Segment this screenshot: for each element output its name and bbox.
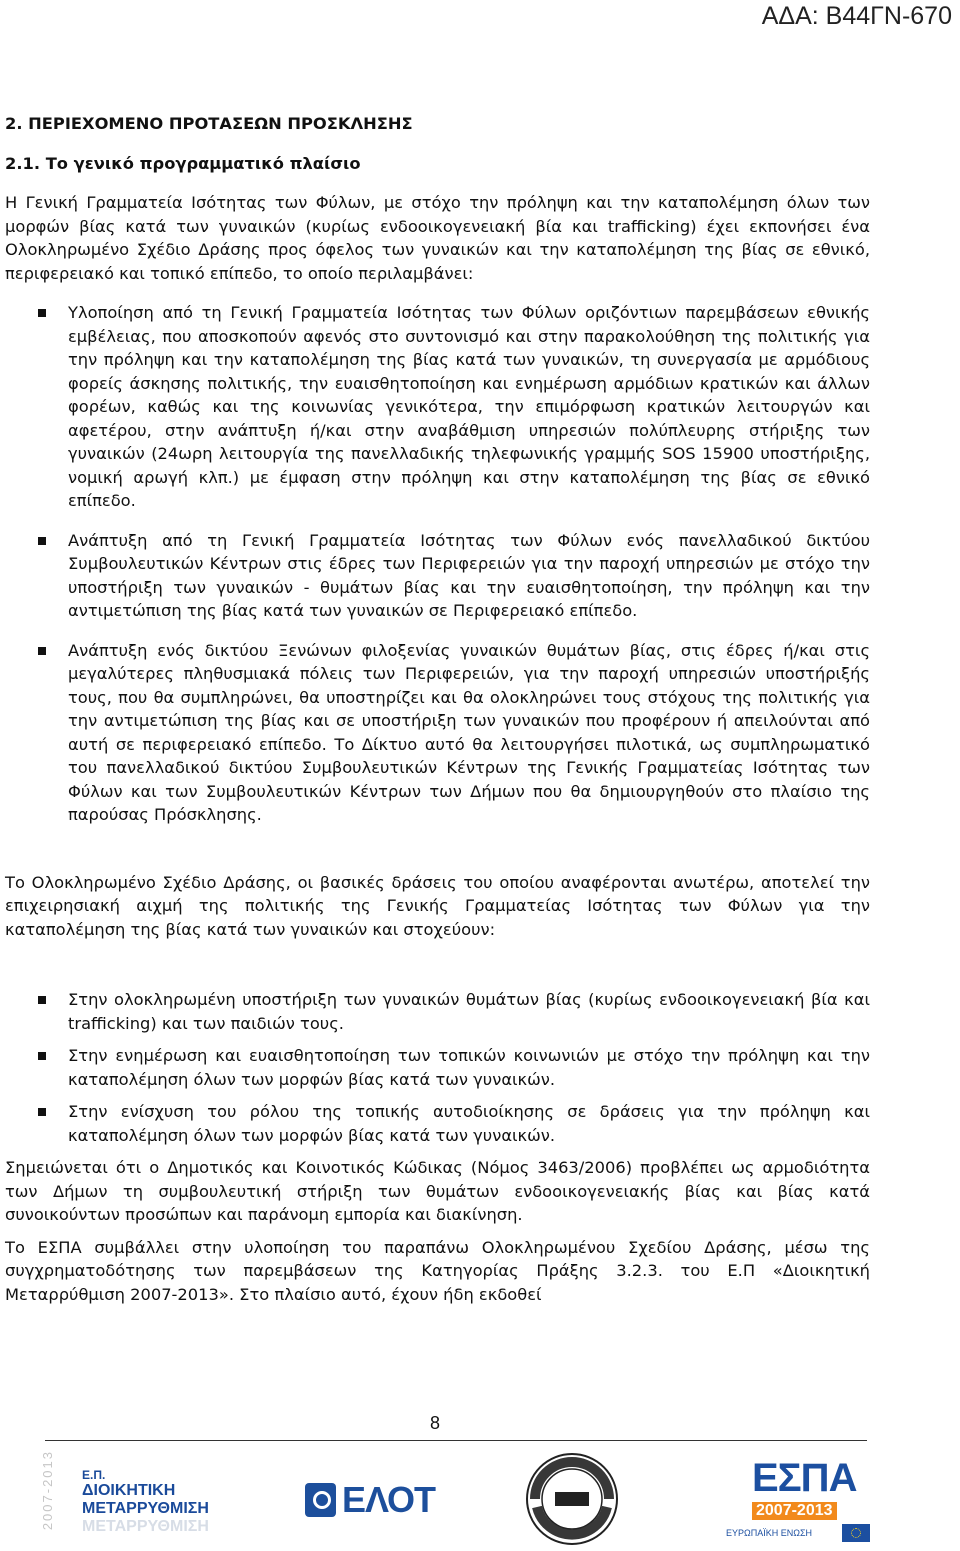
- plan-paragraph: Το Ολοκληρωμένο Σχέδιο Δράσης, οι βασικές δράσεις του οποίου αναφέρονται ανωτέρω, αποτελεί την επιχειρησιακή αιχμή της πολιτικής της Γενικής Γραμματείας Ισότητας των Φύλων για την καταπολέμηση της βίας κατά των γυναικών και στοχεύουν:: [5, 872, 870, 939]
- ada-code: ΑΔΑ: Β44ΓΝ-670: [761, 2, 952, 30]
- certified-seal-logo: [525, 1452, 619, 1546]
- espa-years: 2007-2013: [752, 1502, 837, 1520]
- footer-divider: [45, 1440, 867, 1441]
- goals-list: [5, 988, 870, 1147]
- elot-text: ΕΛΟΤ: [341, 1479, 435, 1520]
- dm-reflection: ΜΕΤΑΡΡΥΘΜΙΣΗ: [82, 1518, 209, 1535]
- dm-year-vertical: 2007-2013: [40, 1450, 55, 1531]
- list-item: Υλοποίηση από τη Γενική Γραμματεία Ισότητας των Φύλων οριζόντιων παρεμβάσεων εθνικής εμβέλειας, που αποσκοπούν αφενός στο συντονισμό και στην παρακολούθηση της πολιτικής για την πρόληψη και την καταπολέμηση της βίας κατά των γυναικών, τη συνεργασία με αρμόδιους φορείς άσκησης πολιτικής, την ευαισθητοποίηση και ενημέρωση αρμόδιων κρατικών και άλλων φορέων, καθώς και της κοινωνίας γενικότερα, την επιμόρφωση κρατικών λειτουργών και αφετέρου, στην ανάπτυξη ή/και στην αναβάθμιση υπηρεσιών πολύπλευρης στήριξης των γυναικών (24ωρη λειτουργία της πανελλαδικής τηλεφωνικής γραμμής SOS 15900 υποστήριξης, νομική αρωγή κλπ.) με έμφαση στην πρόληψη και στην καταπολέμηση της βίας σε εθνικό επίπεδο.: [5, 301, 870, 513]
- list-item: Στην ενίσχυση του ρόλου της τοπικής αυτοδιοίκησης σε δράσεις για την πρόληψη και καταπολέμηση όλων των μορφών βίας κατά των γυναικών.: [5, 1100, 870, 1147]
- subsection-title: 2.1. Το γενικό προγραμματικό πλαίσιο: [5, 153, 361, 173]
- intro-paragraph: Η Γενική Γραμματεία Ισότητας των Φύλων, με στόχο την πρόληψη και την καταπολέμηση όλων των μορφών βίας κατά των γυναικών (κυρίως ενδοοικογενειακή βία και trafficking) έχει εκπονήσει ένα Ολοκληρωμένο Σχέδιο Δράσης προς όφελος των γυναικών και την καταπολέμηση της βίας σε εθνικό, περιφερειακό και τοπικό επίπεδο, το οποίο περιλαμβάνει:: [5, 193, 870, 283]
- espa-subtitle: ΕΥΡΩΠΑΪΚΗ ΕΝΩΣΗ: [726, 1528, 813, 1538]
- note-paragraph: Σημειώνεται ότι ο Δημοτικός και Κοινοτικός Κώδικας (Νόμος 3463/2006) προβλέπει ως αρμοδιότητα των Δήμων τη συμβουλευτική στήριξη των θυμάτων ενδοοικογενειακής βίας και βίας κατά συνοικούντων προσώπων και παράνομη εμπορία και διακίνηση.: [5, 1158, 870, 1224]
- list-item: Ανάπτυξη από τη Γενική Γραμματεία Ισότητας των Φύλων ενός πανελλαδικού δικτύου Συμβουλευτικών Κέντρων στις έδρες των Περιφερειών για την παροχή υπηρεσιών με στόχο την υποστήριξη των γυναικών - θυμάτων βίας και την ευαισθητοποίηση, την πρόληψη και την αντιμετώπιση της βίας κατά των γυναικών σε Περιφερειακό επίπεδο.: [5, 529, 870, 623]
- dm-line2: ΜΕΤΑΡΡΥΘΜΙΣΗ: [82, 1500, 209, 1517]
- elot-logo: [305, 1478, 435, 1522]
- diikitiki-metarrythmisi-logo: [82, 1468, 222, 1536]
- eu-flag-icon: [842, 1524, 870, 1542]
- list-item: Στην ενημέρωση και ευαισθητοποίηση των τοπικών κοινωνιών με στόχο την πρόληψη και την καταπολέμηση όλων των μορφών βίας κατά των γυναικών.: [5, 1044, 870, 1091]
- list-item: Ανάπτυξη ενός δικτύου Ξενώνων φιλοξενίας γυναικών θυμάτων βίας, στις έδρες ή/και στις μεγαλύτερες πληθυσμιακά πόλεις των Περιφερειών, για την παροχή υπηρεσιών υποστήριξής τους, που θα συμπληρώνει, θα υποστηρίζει και θα ολοκληρώνει τους στόχους της πολιτικής για την αντιμετώπιση της βίας και σε υποστήριξη των γυναικών που προφέρουν ή απειλούνται από αυτή σε περιφερειακό επίπεδο. Το Δίκτυο αυτό θα λειτουργήσει πιλοτικά, ως συμπληρωματικό του πανελλαδικού δικτύου Συμβουλευτικών Κέντρων της Γενικής Γραμματείας Ισότητας των Φύλων και των Συμβουλευτικών Κέντρων των Δήμων που θα δημιουργηθούν στο πλαίσιο της παρούσας Πρόσκλησης.: [5, 639, 870, 827]
- certified-seal-icon: [525, 1452, 619, 1546]
- list-item: Στην ολοκληρωμένη υποστήριξη των γυναικών θυμάτων βίας (κυρίως ενδοοικογενειακή βία και trafficking) και των παιδιών τους.: [5, 988, 870, 1035]
- espa-logo: [726, 1456, 886, 1546]
- footer-logos: [0, 1446, 960, 1551]
- section-title: 2. ΠΕΡΙΕΧΟΜΕΝΟ ΠΡΟΤΑΣΕΩΝ ΠΡΟΣΚΛΗΣΗΣ: [5, 114, 413, 133]
- document-body: [5, 112, 870, 1306]
- espa-paragraph: Το ΕΣΠΑ συμβάλλει στην υλοποίηση του παραπάνω Ολοκληρωμένου Σχεδίου Δράσης, μέσω της συγχρηματοδότησης των παρεμβάσεων της Κατηγορίας Πράξης 3.2.3. του Ε.Π «Διοικητική Μεταρρύθμιση 2007-2013». Στο πλαίσιο αυτό, έχουν ήδη εκδοθεί: [5, 1237, 870, 1304]
- measures-list: [5, 301, 870, 827]
- elot-mark-icon: [305, 1483, 336, 1517]
- dm-line1: ΔΙΟΙΚΗΤΙΚΗ: [82, 1482, 176, 1499]
- dm-prefix: Ε.Π.: [82, 1468, 106, 1482]
- page-number: 8: [429, 1413, 440, 1433]
- espa-title: ΕΣΠΑ: [752, 1456, 857, 1500]
